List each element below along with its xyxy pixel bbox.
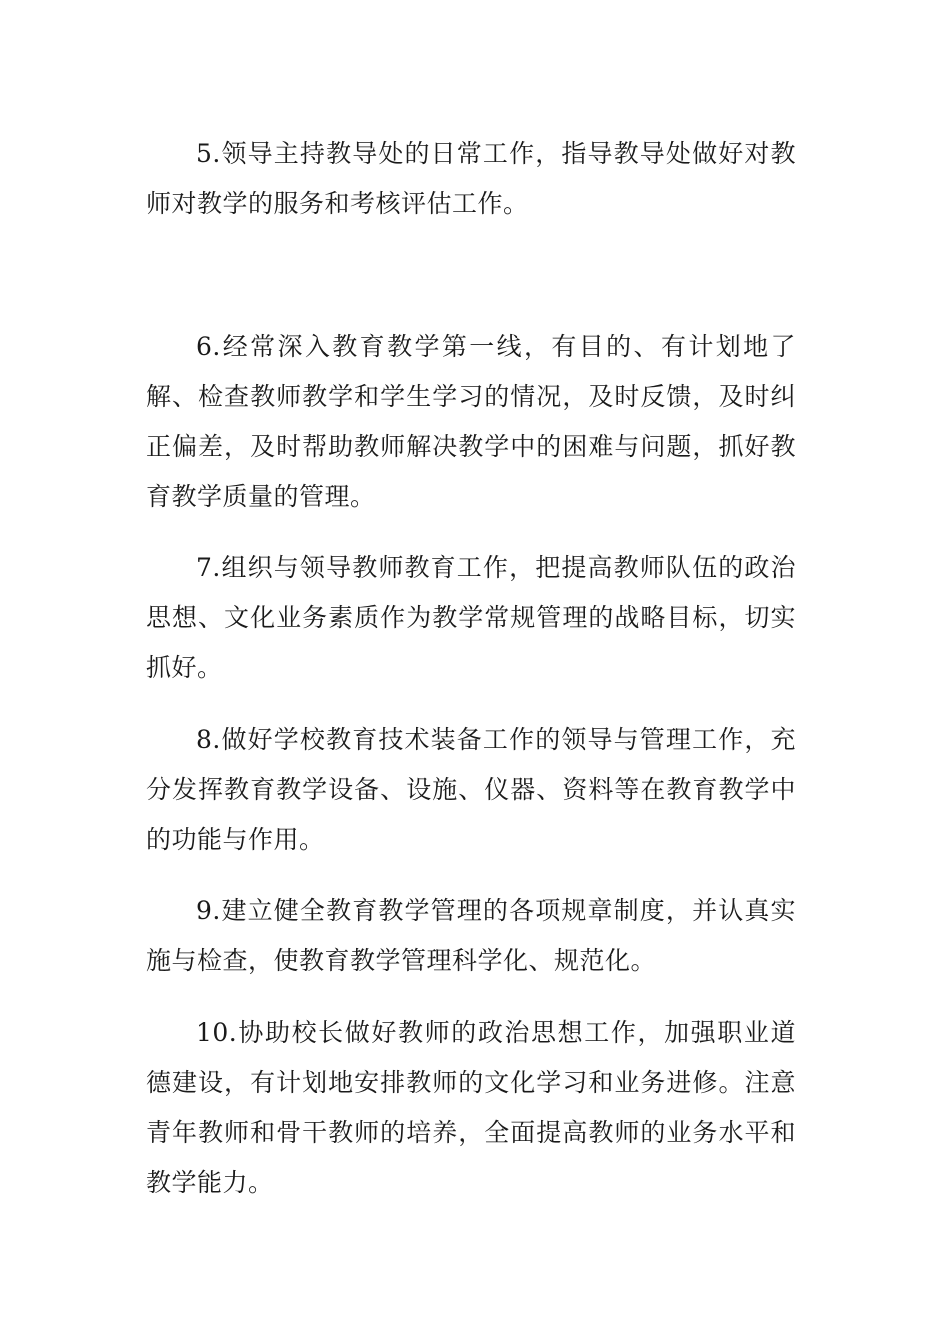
paragraph-item-5: 5.领导主持教导处的日常工作，指导教导处做好对教师对教学的服务和考核评估工作。 — [146, 139, 796, 218]
paragraph-item-7: 7.组织与领导教师教育工作，把提高教师队伍的政治思想、文化业务素质作为教学常规管理的战略目标，切实抓好。 — [146, 553, 796, 682]
paragraph-item-10: 10.协助校长做好教师的政治思想工作，加强职业道德建设，有计划地安排教师的文化学习和业务进修。注意青年教师和骨干教师的培养，全面提高教师的业务水平和教学能力。 — [146, 1018, 796, 1197]
paragraph-item-6: 6.经常深入教育教学第一线，有目的、有计划地了解、检查教师教学和学生学习的情况，及时反馈，及时纠正偏差，及时帮助教师解决教学中的困难与问题，抓好教育教学质量的管理。 — [146, 332, 796, 511]
paragraph-item-8: 8.做好学校教育技术装备工作的领导与管理工作，充分发挥教育教学设备、设施、仪器、资料等在教育教学中的功能与作用。 — [146, 725, 796, 854]
paragraph-item-9: 9.建立健全教育教学管理的各项规章制度，并认真实施与检查，使教育教学管理科学化、规范化。 — [146, 896, 796, 975]
